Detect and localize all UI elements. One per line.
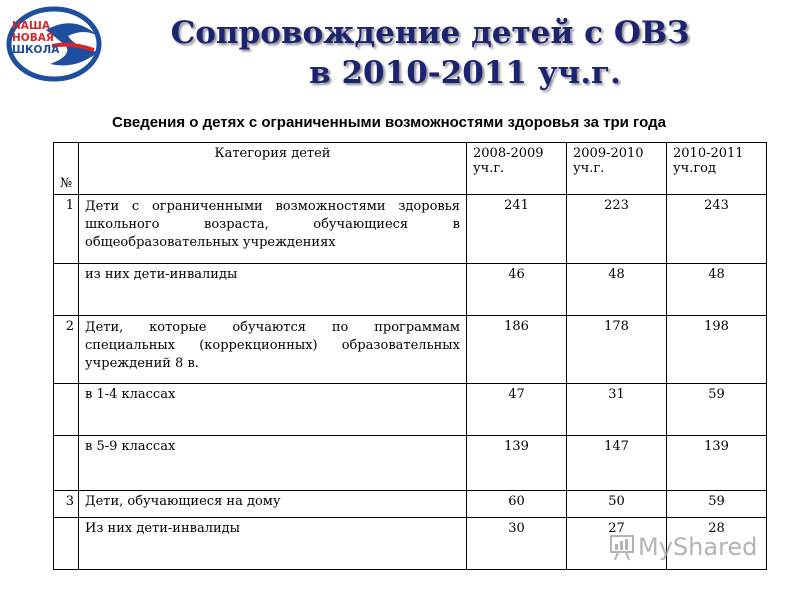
watermark-text: MyShared — [638, 533, 758, 561]
logo-text-line2: НОВАЯ — [12, 32, 54, 44]
logo-text-line1: НАША — [12, 20, 51, 32]
row-value-2009: 27 — [567, 518, 667, 570]
row-num: 2 — [54, 316, 79, 384]
row-category: Дети, обучающиеся на дому — [79, 491, 467, 518]
row-value-2010: 59 — [667, 491, 767, 518]
row-value-2009: 48 — [567, 264, 667, 316]
row-num — [54, 264, 79, 316]
row-value-2010: 198 — [667, 316, 767, 384]
table-caption: Сведения о детях с ограниченными возможностями здоровья за три года — [112, 114, 666, 131]
row-category: Из них дети-инвалиды — [79, 518, 467, 570]
row-num — [54, 384, 79, 436]
row-value-2008: 47 — [467, 384, 567, 436]
table-row — [54, 264, 767, 316]
table-header-row — [54, 143, 767, 195]
row-value-2010: 48 — [667, 264, 767, 316]
header-year-1: 2008-2009 уч.г. — [467, 143, 567, 195]
row-value-2010: 243 — [667, 195, 767, 264]
row-value-2010: 28 — [667, 518, 767, 570]
row-num: 3 — [54, 491, 79, 518]
row-category: Дети, которые обучаются по программам специальных (коррекционных) образовательных учреждений 8 в. — [79, 316, 467, 384]
row-value-2009: 147 — [567, 436, 667, 491]
table-row — [54, 316, 767, 384]
logo — [6, 6, 102, 82]
row-category: Дети с ограниченными возможностями здоровья школьного возраста, обучающиеся в общеобразовательных учреждениях — [79, 195, 467, 264]
header-year-2: 2009-2010 уч.г. — [567, 143, 667, 195]
row-value-2010: 59 — [667, 384, 767, 436]
logo-text-line3: ШКОЛА — [12, 44, 60, 56]
page-title-line1: Сопровождение детей с ОВЗ — [170, 15, 690, 51]
table-row — [54, 491, 767, 518]
table-row — [54, 436, 767, 491]
row-value-2009: 50 — [567, 491, 667, 518]
row-num — [54, 436, 79, 491]
row-value-2009: 223 — [567, 195, 667, 264]
header-category: Категория детей — [79, 143, 467, 195]
statistics-table — [53, 142, 767, 570]
row-num: 1 — [54, 195, 79, 264]
row-value-2008: 241 — [467, 195, 567, 264]
row-value-2008: 139 — [467, 436, 567, 491]
page-title-line2: в 2010-2011 уч.г. — [309, 55, 621, 91]
row-category: из них дети-инвалиды — [79, 264, 467, 316]
header-num: № — [54, 143, 79, 195]
row-value-2008: 60 — [467, 491, 567, 518]
row-value-2008: 46 — [467, 264, 567, 316]
row-value-2008: 186 — [467, 316, 567, 384]
watermark — [608, 532, 757, 562]
row-value-2010: 139 — [667, 436, 767, 491]
row-value-2009: 178 — [567, 316, 667, 384]
table-row — [54, 195, 767, 264]
presentation-board-icon — [608, 532, 638, 562]
row-value-2008: 30 — [467, 518, 567, 570]
row-category: в 1-4 классах — [79, 384, 467, 436]
row-value-2009: 31 — [567, 384, 667, 436]
header-year-3: 2010-2011 уч.год — [667, 143, 767, 195]
row-num — [54, 518, 79, 570]
row-category: в 5-9 классах — [79, 436, 467, 491]
table-row — [54, 384, 767, 436]
